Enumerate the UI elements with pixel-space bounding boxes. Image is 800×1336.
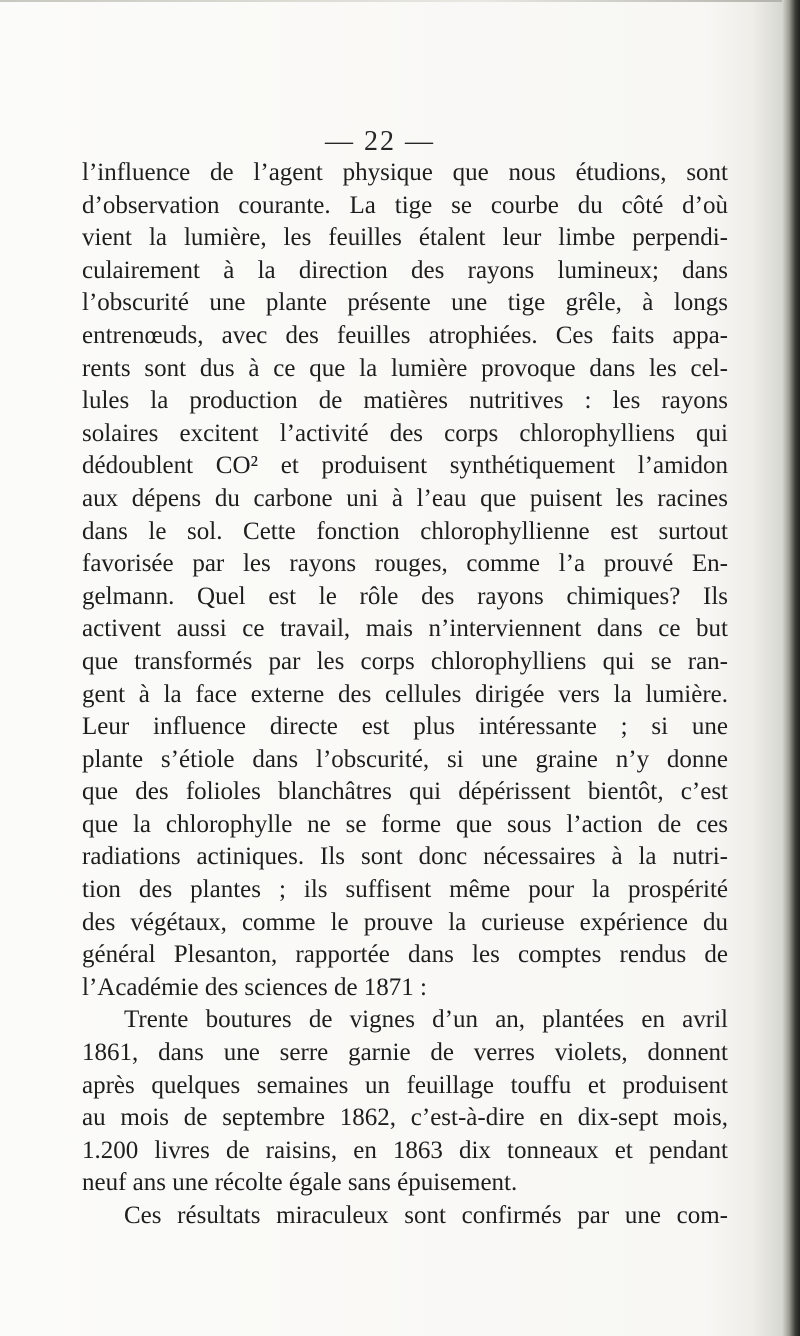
text-line: 1861, dans une serre garnie de verres violets, donnent	[82, 1039, 728, 1067]
text-line: neuf ans une récolte égale sans épuisement.	[82, 1169, 518, 1197]
page-top-edge	[0, 0, 800, 2]
text-line: solaires excitent l’activité des corps chlorophylliens qui	[82, 419, 728, 447]
text-line: gelmann. Quel est le rôle des rayons chimiques? Ils	[82, 582, 728, 610]
text-line: tion des plantes ; ils suffisent même pour la prospérité	[82, 876, 728, 904]
text-line: 1.200 livres de raisins, en 1863 dix tonneaux et pendant	[82, 1136, 728, 1164]
text-line: dans le sol. Cette fonction chlorophyllienne est surtout	[82, 517, 728, 545]
text-line: activent aussi ce travail, mais n’interviennent dans ce but	[82, 615, 728, 643]
text-line: radiations actiniques. Ils sont donc nécessaires à la nutri-	[82, 843, 728, 871]
text-line: rents sont dus à ce que la lumière provoque dans les cel-	[82, 354, 728, 382]
text-line: dédoublent CO² et produisent synthétiquement l’amidon	[82, 452, 728, 480]
text-line: aux dépens du carbone uni à l’eau que puisent les racines	[82, 484, 728, 512]
text-line: gent à la face externe des cellules dirigée vers la lumière.	[82, 680, 728, 708]
text-line: que la chlorophylle ne se forme que sous l’action de ces	[82, 810, 728, 838]
text-line: après quelques semaines un feuillage touffu et produisent	[82, 1071, 728, 1099]
text-line: que des folioles blanchâtres qui dépérissent bientôt, c’est	[82, 778, 728, 806]
text-line: l’obscurité une plante présente une tige grêle, à longs	[82, 289, 728, 317]
text-line: favorisée par les rayons rouges, comme l’a prouvé En-	[82, 550, 728, 578]
text-line: lules la production de matières nutritives : les rayons	[82, 387, 728, 415]
text-line: entrenœuds, avec des feuilles atrophiées. Ces faits appa-	[82, 321, 728, 349]
text-line: au mois de septembre 1862, c’est-à-dire en dix-sept mois,	[82, 1104, 728, 1132]
text-line: général Plesanton, rapportée dans les comptes rendus de	[82, 941, 728, 969]
text-line: d’observation courante. La tige se courbe du côté d’où	[82, 191, 728, 219]
text-line: l’Académie des sciences de 1871 :	[82, 973, 428, 1001]
text-line: que transformés par les corps chlorophylliens qui se ran-	[82, 647, 728, 675]
text-line: vient la lumière, les feuilles étalent leur limbe perpendi-	[82, 224, 728, 252]
page-number: — 22 —	[325, 126, 435, 157]
page-binding-shadow	[782, 0, 800, 1336]
text-line: l’influence de l’agent physique que nous étudions, sont	[82, 159, 728, 186]
text-line: plante s’étiole dans l’obscurité, si une graine n’y donne	[82, 745, 728, 773]
text-line: Trente boutures de vignes d’un an, plantées en avril	[124, 1006, 728, 1034]
text-line: culairement à la direction des rayons lumineux; dans	[82, 256, 728, 284]
body-text	[82, 157, 728, 1233]
text-line: des végétaux, comme le prouve la curieuse expérience du	[82, 908, 728, 936]
text-line: Leur influence directe est plus intéressante ; si une	[82, 713, 728, 741]
text-line: Ces résultats miraculeux sont confirmés par une com-	[124, 1202, 728, 1229]
